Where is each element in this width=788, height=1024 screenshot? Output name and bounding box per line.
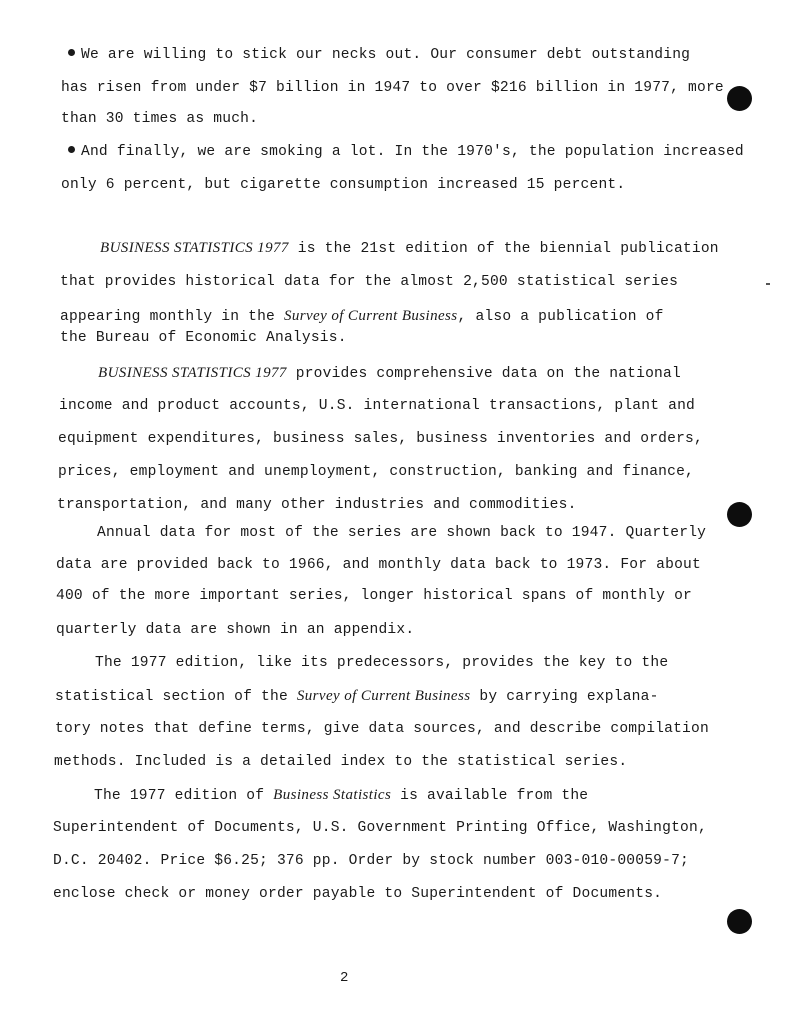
publication-title: Survey of Current Business xyxy=(283,308,458,324)
smoking-line-2: only 6 percent, but cigarette consumption increased 15 percent. xyxy=(61,177,626,193)
smoking-line-1: And finally, we are smoking a lot. In the 1970's, the population increased xyxy=(68,143,744,161)
scan-speck xyxy=(766,283,770,285)
predecessors-line-4: methods. Included is a detailed index to the statistical series. xyxy=(54,754,628,770)
edition-line-4: the Bureau of Economic Analysis. xyxy=(60,330,347,346)
comprehensive-line-1: BUSINESS STATISTICS 1977 provides comprehensive data on the national xyxy=(98,365,681,382)
publication-title: BUSINESS STATISTICS 1977 xyxy=(98,365,287,381)
predecessors-line-1: The 1977 edition, like its predecessors, provides the key to the xyxy=(95,655,669,671)
publication-title: BUSINESS STATISTICS 1977 xyxy=(100,240,289,256)
comprehensive-line-4: prices, employment and unemployment, construction, banking and finance, xyxy=(58,464,694,480)
predecessors-line-2: statistical section of the Survey of Current Business by carrying explana- xyxy=(55,688,659,705)
availability-line-3: D.C. 20402. Price $6.25; 376 pp. Order by stock number 003-010-00059-7; xyxy=(53,853,689,869)
publication-title: Survey of Current Business xyxy=(296,688,471,704)
availability-line-4: enclose check or money order payable to Superintendent of Documents. xyxy=(53,886,663,902)
edition-line-1: BUSINESS STATISTICS 1977 is the 21st edition of the biennial publication xyxy=(100,240,719,257)
bullet-icon xyxy=(68,49,75,56)
punch-hole-icon xyxy=(727,86,752,111)
availability-line-1: The 1977 edition of Business Statistics is available from the xyxy=(94,787,589,804)
edition-line-2: that provides historical data for the almost 2,500 statistical series xyxy=(60,274,679,290)
debt-line-3: than 30 times as much. xyxy=(61,111,259,127)
comprehensive-line-2: income and product accounts, U.S. international transactions, plant and xyxy=(59,398,695,414)
comprehensive-line-5: transportation, and many other industries and commodities. xyxy=(57,497,577,513)
punch-hole-icon xyxy=(727,909,752,934)
annual-line-1: Annual data for most of the series are shown back to 1947. Quarterly xyxy=(97,525,707,541)
edition-line-3: appearing monthly in the Survey of Current Business, also a publication of xyxy=(60,308,664,325)
debt-line-2: has risen from under $7 billion in 1947 to over $216 billion in 1977, more xyxy=(61,80,724,96)
predecessors-line-3: tory notes that define terms, give data sources, and describe compilation xyxy=(55,721,709,737)
comprehensive-line-3: equipment expenditures, business sales, business inventories and orders, xyxy=(58,431,703,447)
bullet-icon xyxy=(68,146,75,153)
page-number: 2 xyxy=(340,970,349,986)
debt-line-1: We are willing to stick our necks out. Our consumer debt outstanding xyxy=(68,46,690,64)
punch-hole-icon xyxy=(727,502,752,527)
publication-title: Business Statistics xyxy=(273,787,392,803)
annual-line-3: 400 of the more important series, longer historical spans of monthly or xyxy=(56,588,692,604)
annual-line-2: data are provided back to 1966, and monthly data back to 1973. For about xyxy=(56,557,701,573)
availability-line-2: Superintendent of Documents, U.S. Government Printing Office, Washington, xyxy=(53,820,707,836)
annual-line-4: quarterly data are shown in an appendix. xyxy=(56,622,415,638)
